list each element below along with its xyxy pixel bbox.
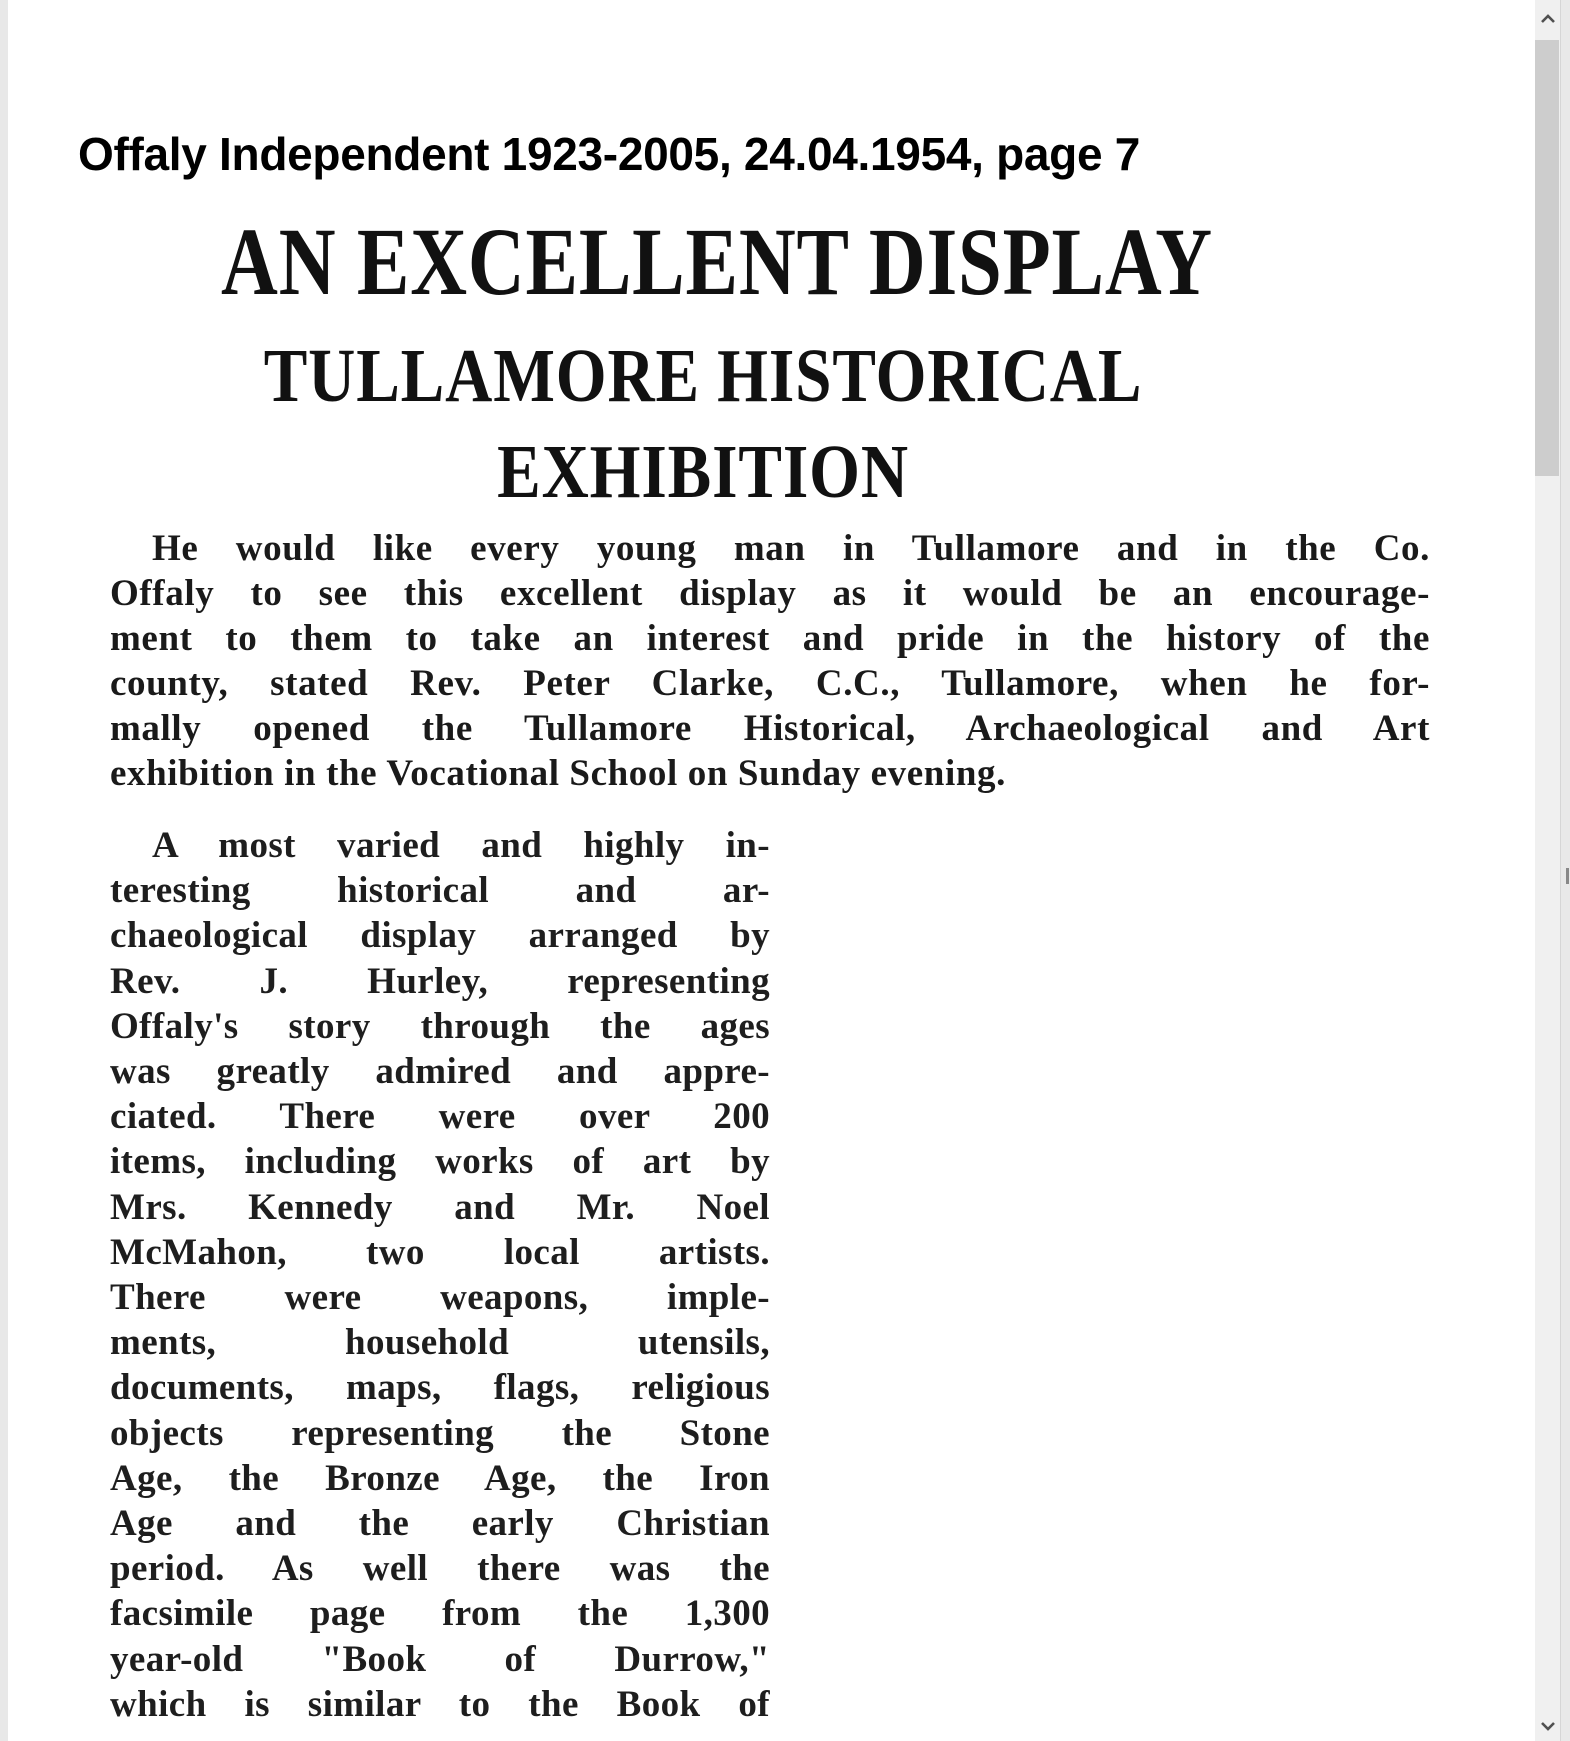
body-line: A most varied and highly in- — [152, 825, 770, 866]
resize-handle[interactable] — [1566, 868, 1569, 884]
body-line: which is similar to the Book of — [110, 1683, 770, 1725]
page-title: Offaly Independent 1923-2005, 24.04.1954, page 7 — [78, 128, 1141, 180]
intro-line: Offaly to see this excellent display as it would be an encourage- — [110, 573, 1430, 614]
headline-line-1: AN EXCELLENT DISPLAY — [221, 208, 1213, 315]
article-intro-paragraph — [110, 526, 1430, 796]
body-line: Mrs. Kennedy and Mr. Noel — [110, 1186, 770, 1228]
body-line: documents, maps, flags, religious — [110, 1367, 770, 1409]
body-line: objects representing the Stone — [110, 1412, 770, 1454]
body-line: ciated. There were over 200 — [110, 1096, 770, 1138]
body-line: Age, the Bronze Age, the Iron — [110, 1457, 770, 1499]
scroll-up-button[interactable] — [1535, 4, 1560, 32]
chevron-up-icon — [1541, 13, 1555, 23]
body-line: There were weapons, imple- — [110, 1277, 770, 1319]
body-line: ments, household utensils, — [110, 1322, 770, 1364]
headline-line-3: EXHIBITION — [497, 430, 909, 514]
body-line: McMahon, two local artists. — [110, 1231, 770, 1273]
body-line: was greatly admired and appre- — [110, 1051, 770, 1093]
intro-line: exhibition in the Vocational School on Sunday evening. — [110, 753, 1006, 794]
body-line: items, including works of art by — [110, 1141, 770, 1183]
article-body-column — [110, 823, 770, 1727]
body-line: teresting historical and ar- — [110, 870, 770, 912]
scroll-down-button[interactable] — [1535, 1713, 1560, 1741]
body-line: Rev. J. Hurley, representing — [110, 960, 770, 1002]
body-line: Age and the early Christian — [110, 1503, 770, 1545]
body-line: facsimile page from the 1,300 — [110, 1593, 770, 1635]
scrollbar-thumb[interactable] — [1535, 40, 1559, 476]
headline-line-2: TULLAMORE HISTORICAL — [263, 334, 1143, 418]
body-line: year-old "Book of Durrow," — [110, 1638, 770, 1680]
intro-line: county, stated Rev. Peter Clarke, C.C., Tullamore, when he for- — [110, 663, 1430, 704]
body-line: period. As well there was the — [110, 1548, 770, 1590]
intro-line: mally opened the Tullamore Historical, Archaeological and Art — [110, 708, 1430, 749]
intro-line: ment to them to take an interest and pride in the history of the — [110, 618, 1430, 659]
body-line: Offaly's story through the ages — [110, 1005, 770, 1047]
vertical-scrollbar[interactable] — [1535, 0, 1560, 1741]
intro-line: He would like every young man in Tullamore and in the Co. — [152, 528, 1430, 569]
body-line: chaeological display arranged by — [110, 915, 770, 957]
chevron-down-icon — [1541, 1722, 1555, 1732]
